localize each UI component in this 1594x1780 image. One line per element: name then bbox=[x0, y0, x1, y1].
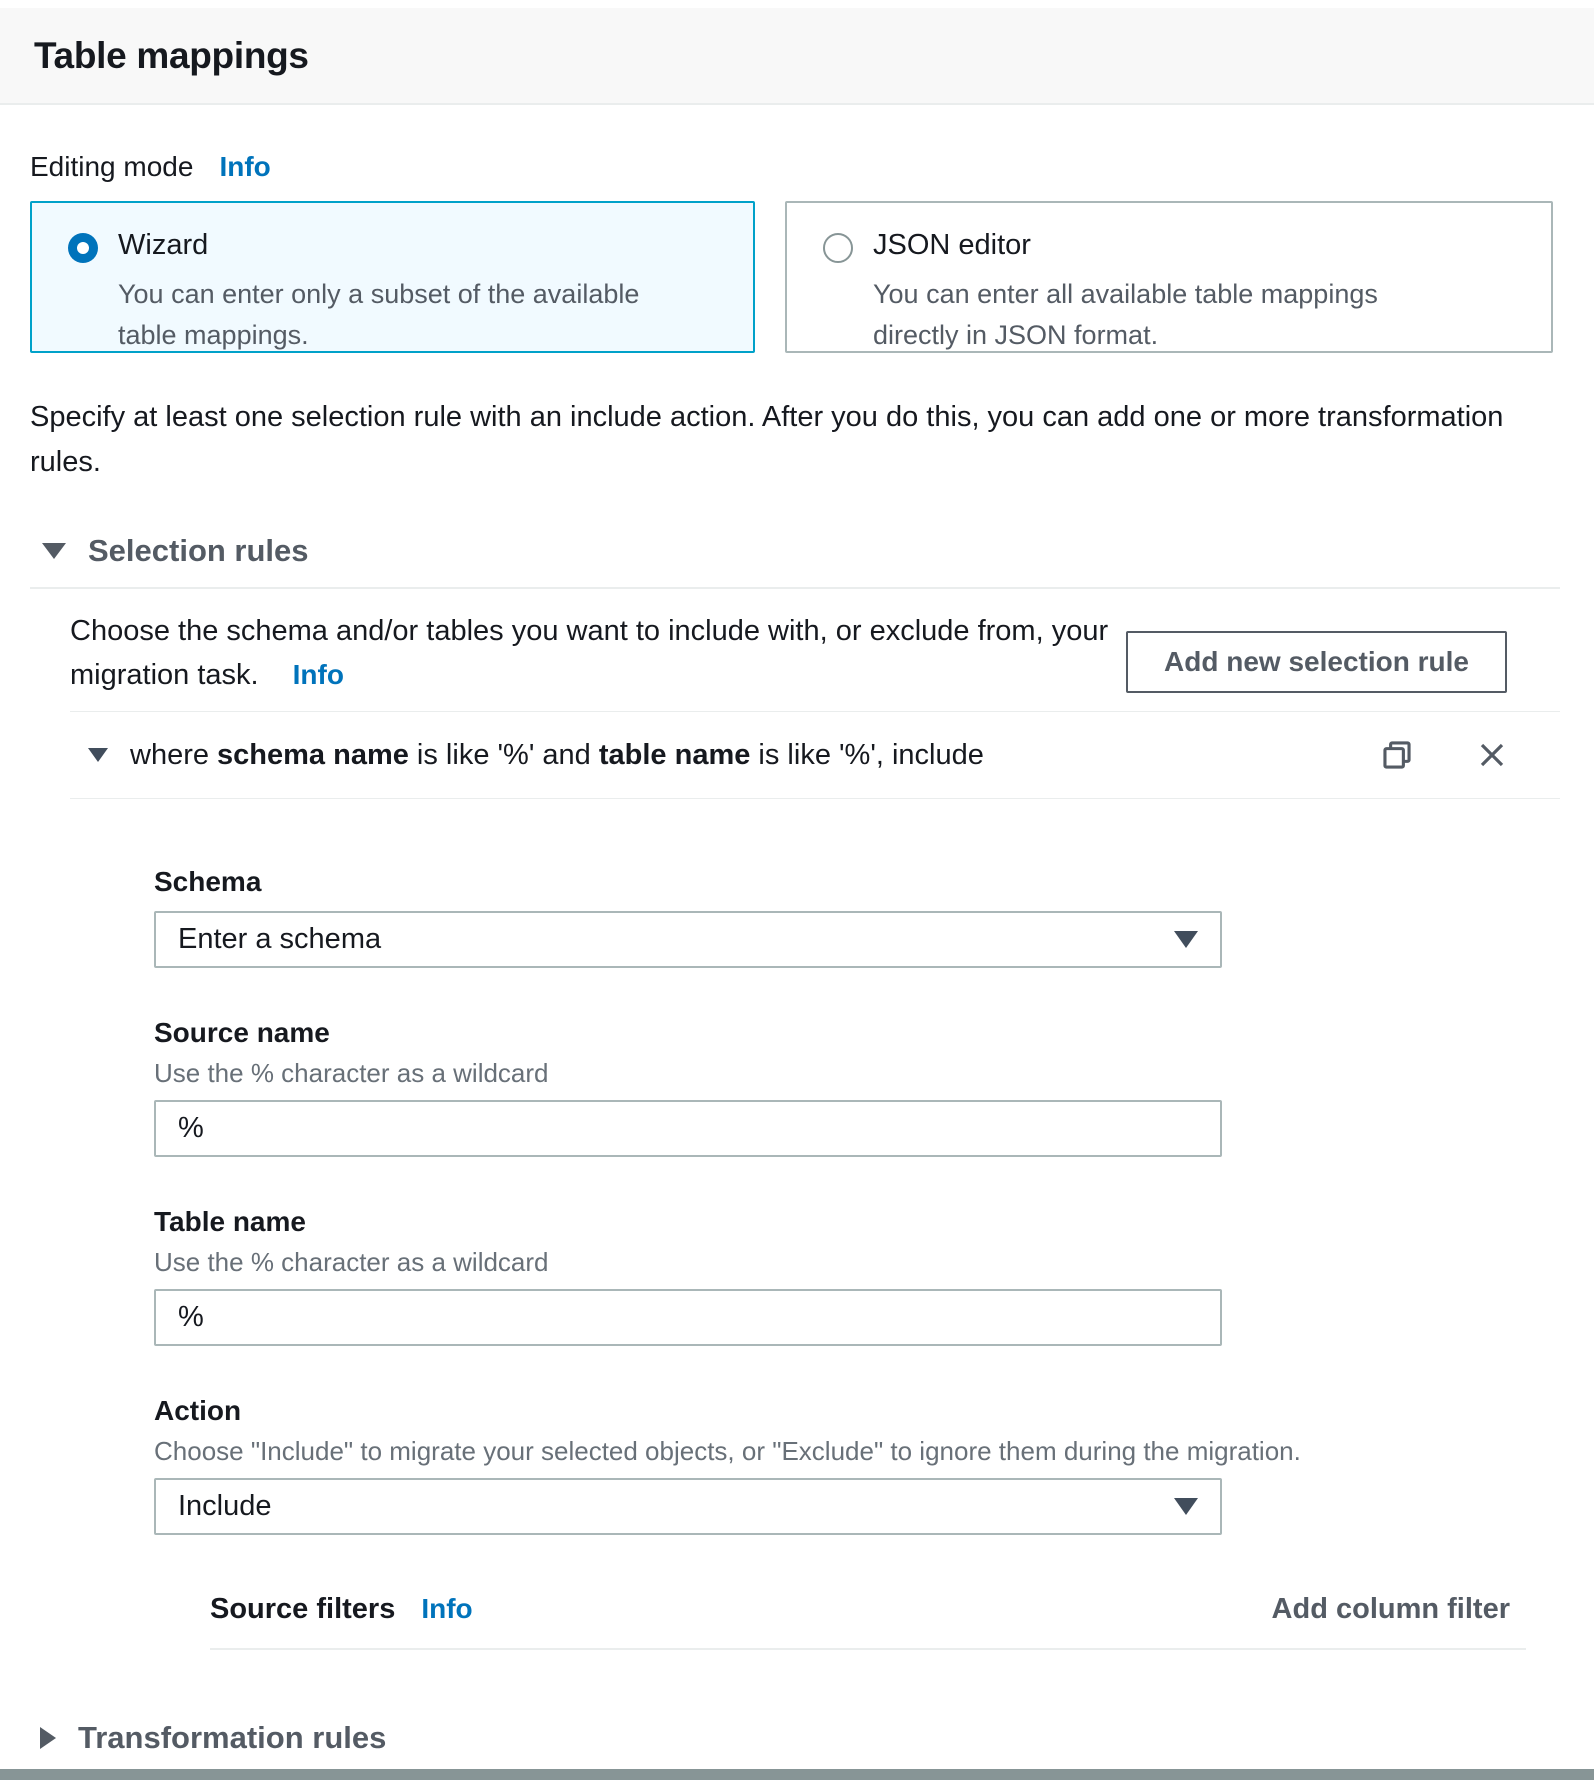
json-editor-option-text bbox=[873, 229, 1463, 356]
table-name-hint: Use the % character as a wildcard bbox=[154, 1247, 549, 1277]
rule-action-icons bbox=[1380, 738, 1540, 772]
editing-mode-label: Editing mode bbox=[30, 151, 194, 182]
page-title: Table mappings bbox=[34, 34, 309, 76]
action-field bbox=[154, 1394, 1560, 1535]
rule-summary-suffix: is like '%', include bbox=[750, 738, 984, 771]
json-editor-option-card[interactable] bbox=[785, 201, 1553, 353]
table-name-label: Table name bbox=[154, 1206, 306, 1237]
wizard-option-text bbox=[118, 229, 658, 356]
source-filters-label: Source filters bbox=[210, 1593, 396, 1625]
selection-rule-form bbox=[70, 799, 1560, 1535]
schema-select[interactable] bbox=[154, 911, 1222, 968]
source-filters-info-link[interactable]: Info bbox=[421, 1593, 473, 1624]
add-new-selection-rule-button[interactable]: Add new selection rule bbox=[1126, 631, 1507, 693]
json-editor-option-label: JSON editor bbox=[873, 229, 1031, 261]
source-name-input[interactable] bbox=[154, 1100, 1222, 1157]
source-name-hint: Use the % character as a wildcard bbox=[154, 1058, 549, 1088]
rule-summary-prefix: where bbox=[130, 738, 218, 771]
source-filters-divider bbox=[210, 1648, 1526, 1650]
selection-rule-block bbox=[70, 711, 1560, 1650]
selection-rules-title: Selection rules bbox=[88, 533, 309, 568]
action-select[interactable] bbox=[154, 1478, 1222, 1535]
schema-field bbox=[154, 865, 1560, 968]
action-select-value: Include bbox=[178, 1490, 272, 1522]
selection-rules-description bbox=[70, 609, 1110, 697]
add-column-filter-button[interactable]: Add column filter bbox=[1271, 1593, 1510, 1625]
selection-rules-info-link[interactable]: Info bbox=[292, 659, 344, 690]
transformation-rules-title: Transformation rules bbox=[78, 1720, 387, 1755]
chevron-down-icon bbox=[42, 543, 66, 559]
intro-text: Specify at least one selection rule with an include action. After you do this, you can add one or more transformation rules. bbox=[30, 401, 1504, 478]
main-content bbox=[0, 105, 1594, 1756]
editing-mode-row bbox=[30, 151, 1560, 183]
source-filters-row bbox=[210, 1593, 1560, 1626]
transformation-rules-header[interactable] bbox=[30, 1720, 1560, 1756]
action-label: Action bbox=[154, 1395, 242, 1426]
schema-label: Schema bbox=[154, 866, 262, 897]
selection-rules-description-text: Choose the schema and/or tables you want to include with, or exclude from, your migration task. bbox=[70, 615, 1109, 691]
selection-rules-description-row bbox=[30, 609, 1560, 697]
selection-rules-divider bbox=[30, 587, 1560, 589]
close-icon[interactable] bbox=[1476, 739, 1508, 771]
page-header bbox=[0, 8, 1594, 105]
copy-icon[interactable] bbox=[1380, 738, 1414, 772]
bottom-scrollbar[interactable] bbox=[0, 1769, 1594, 1780]
wizard-radio-selected[interactable] bbox=[68, 233, 98, 263]
rule-summary-schema-name: schema name bbox=[217, 738, 409, 771]
json-editor-radio-unselected[interactable] bbox=[823, 233, 853, 263]
wizard-option-card[interactable] bbox=[30, 201, 755, 353]
table-name-input[interactable] bbox=[154, 1289, 1222, 1346]
rule-summary-mid: is like '%' and bbox=[408, 738, 599, 771]
top-strip bbox=[0, 0, 1594, 8]
source-name-label: Source name bbox=[154, 1017, 330, 1048]
chevron-down-icon bbox=[88, 748, 108, 762]
wizard-option-label: Wizard bbox=[118, 229, 209, 261]
source-name-field bbox=[154, 1016, 1560, 1157]
editing-mode-options bbox=[30, 201, 1560, 353]
json-editor-option-description: You can enter all available table mappings directly in JSON format. bbox=[873, 279, 1378, 350]
editing-mode-info-link[interactable]: Info bbox=[219, 151, 271, 182]
rule-summary-table-name: table name bbox=[598, 738, 751, 771]
caret-down-icon bbox=[1174, 1498, 1198, 1515]
selection-rule-summary bbox=[130, 739, 984, 772]
action-hint: Choose "Include" to migrate your selected objects, or "Exclude" to ignore them during the migration. bbox=[154, 1436, 1301, 1466]
selection-rules-header[interactable] bbox=[30, 533, 1560, 569]
chevron-right-icon bbox=[40, 1727, 56, 1749]
table-name-field bbox=[154, 1205, 1560, 1346]
wizard-option-description: You can enter only a subset of the available table mappings. bbox=[118, 279, 640, 350]
selection-rule-summary-row[interactable] bbox=[70, 712, 1560, 799]
caret-down-icon bbox=[1174, 931, 1198, 948]
schema-select-value: Enter a schema bbox=[178, 923, 382, 955]
